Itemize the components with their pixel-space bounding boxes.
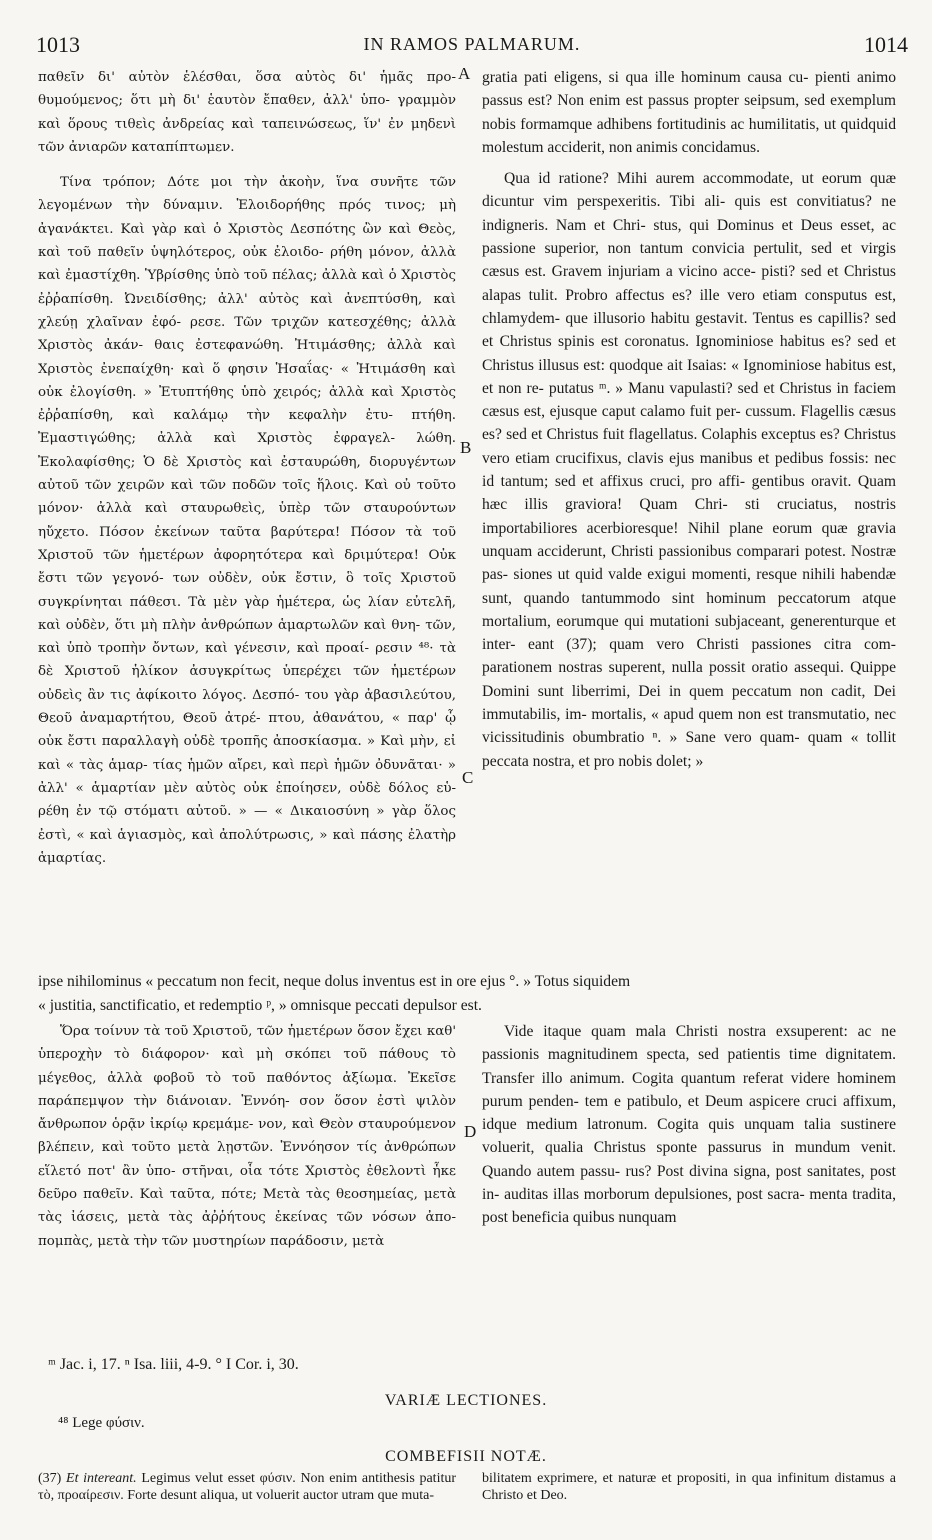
latin-column <box>482 66 896 773</box>
combefisii-note-left <box>38 1470 456 1504</box>
margin-marker-d: D <box>464 1122 477 1141</box>
combefisii-note-right <box>482 1470 896 1504</box>
scripture-footnotes: ᵐ Jac. i, 17. ⁿ Isa. liii, 4-9. ° I Cor. i, 30. <box>48 1356 299 1373</box>
combefisii-notae-heading: COMBEFISII NOTÆ. <box>385 1448 547 1465</box>
latin-column-lower <box>482 1020 896 1230</box>
margin-marker-b: B <box>460 438 472 457</box>
latin-paragraph-1: gratia pati eligens, si qua ille hominum causa cu- pienti animo passus est? Non enim est passus propter seipsum, sed exemplum nobis formamque adhibens fortitudinis ac humilitatis, ut quidquid molestum acciderit, non animis concidamus. <box>482 69 896 156</box>
variae-lectiones-heading: VARIÆ LECTIONES. <box>384 1392 548 1409</box>
greek-column <box>38 66 456 870</box>
latin-paragraph-2: Qua id ratione? Mihi aurem accommodate, ut eorum quæ dicuntur vim perspexeritis. Tibi ali- quis est convitiatus? ne indigneris. Nam et Chri- stus, qui Dominus et Deus esset, ac passione superior, non tantum convicia pertulit, sed et virgis cæsus est. Gravem injuriam a vicino acce- pisti? sed et Christus alapas tulit. Probro affectus es? ille vero etiam consputus est, chlamydem- que illusorio habitu gestavit. Tentus es capillis? sed et Christus spinis est coronatus. Ignominiose habitus es? sed et Christus illusus est: quodque ait Isaias: « Ignominiose habitus est, et non re- putatus ᵐ. » Manu vapulasti? sed et Christus in faciem cæsus est, ejusque caput calamo fuit per- cussum. Flagellis cæsus es? sed et Christus fuit flagellatus. Colaphis exceptus es? Christus vero etiam crucifixus, clavis ejus manibus et pedibus fossis: nec id tantum; sed et affixus cruci, pro affi- gentibus oravit. Quam hæc illis graviora! Quam Chri- sti cruciatus, nostris importabiliores acerbioresque! Nihil plane eorum quæ gravia unquam acciderunt, Christi passionibus comparari potest. Nostræ pas- siones ut quid valde exigui momenti, resque nihili habendæ sunt, quando tantummodo sint hominum peccatorum atque mortalium, eorumque qui mutationi subjaceant, generenturque et inter- eant (37); quam vero Christi passiones citra com- parationem nostras superent, nulla possit oratio assequi. Quippe Domini sunt liberrimi, Dei in quem peccatum non cadit, Dei immutabilis, im- mortalis, « apud quem non est transmutatio, nec vicissitudinis obumbratio ⁿ. » Sane vero quam- quam « tollit peccata nostra, et pro nobis dolet; » <box>482 170 896 770</box>
greek-paragraph-3: Ὅρα τοίνυν τὰ τοῦ Χριστοῦ, τῶν ἡμετέρων ὅσον ἔχει καθ' ὑπεροχὴν τὸ διάφορον· καὶ μὴ σκόπει τοῦ πάθους τὸ μέγεθος, ἀλλὰ φοβοῦ τὸ τοῦ παθόντος ἀξίωμα. Ἐκεῖσε παράπεμψον τὴν διάνοιαν. Ἐννόη- σον ὅσον ἐστὶ ψιλὸν ἄνθρωπον ὁρᾷν ἰκρίῳ κρεμάμε- νον, καὶ Θεὸν σταυρούμενον βλέπειν, καὶ τοῦτο μετὰ λῃστῶν. Ἐννόησον τίς ἀνθρώπων εἵλετό ποτ' ἂν ὑπο- στῆναι, οἷα τότε Χριστὸς ἐθελοντὶ ἧκε δεῦρο παθεῖν. Καὶ ταῦτα, πότε; Μετὰ τὰς θεοσημείας, μετὰ τὰς ἰάσεις, μετὰ τὰς ἀῤῥήτους ἐκείνας τῶν νόσων ἀπο- πομπὰς, μετὰ τὴν τῶν μυστηρίων παράδοσιν, μετὰ <box>38 1024 456 1249</box>
latin-paragraph-3: Vide itaque quam mala Christi nostra exsuperent: ac ne passionis magnitudinem specta, sed patientis time dignitatem. Transfer illo animum. Cogita quantum referat videre hominem purum penden- tem e patibulo, et Deum aspicere cruci affixum, idque medium latronum. Cogita quis unquam talia sustinere voluerit, qualia Christus sponte passurus in mundum venit. Quando autem passu- rus? Post divina signa, post sanitates, post in- auditas illas morborum depulsiones, post sacra- menta tradita, post beneficia quibus nunquam <box>482 1023 896 1227</box>
greek-paragraph-2: Τίνα τρόπον; Δότε μοι τὴν ἀκοὴν, ἵνα συνῆτε τῶν λεγομένων τὴν δύναμιν. Ἐλοιδορήθης πρός τινος; μὴ ἀγανάκτει. Καὶ γὰρ καὶ ὁ Χριστὸς Δεσπότης ὢν καὶ Θεὸς, καὶ τοῦ παθεῖν ὑψηλότερος, οὐκ ἐλοιδο- ρήθη μόνον, ἀλλὰ καὶ ἐμαστίχθη. Ὑβρίσθης ὑπὸ τοῦ πέλας; ἀλλὰ καὶ ὁ Χριστὸς ἐῤῥαπίσθη. Ὠνειδίσθης; ἀλλ' αὐτὸς καὶ ἀνεπτύσθη, καὶ χλεύῃ χλαῖναν ἐφό- ρεσε. Τῶν τριχῶν κατεσχέθης; ἀλλὰ Χριστὸς ἀκάν- θαις ἐστεφανώθη. Ἠτιμάσθης; ἀλλὰ καὶ Χριστὸς ἐνεπαίχθη· καὶ ὅ φησιν Ἡσαΐας· « Ἠτιμάσθη καὶ οὐκ ἐλογίσθη. » Ἐτυπτήθης ὑπὸ χειρός; ἀλλὰ καὶ Χριστὸς ἐῤῥαπίσθη, καὶ καλάμῳ τὴν κεφαλὴν ἐτυ- πτήθη. Ἐμαστιγώθης; ἀλλὰ καὶ Χριστὸς ἐφραγελ- λώθη. Ἐκολαφίσθης; Ὁ δὲ Χριστὸς καὶ ἐσταυρώθη, διορυγέντων αὐτοῦ τῶν χειρῶν καὶ τῶν ποδῶν τοῖς ἥλοις. Καὶ οὐ τοῦτο μόνον· ἀλλὰ καὶ σταυρωθεὶς, ὑπὲρ τῶν σταυρούντων ηὔχετο. Πόσον ἐκείνων ταῦτα βαρύτερα! Πόσον τὰ τοῦ Χριστοῦ τῶν ἡμετέρων ἀφορητότερα καὶ δριμύτερα! Οὐκ ἔστι τῶν γεγονό- των οὐδὲν, οὐκ ἔστιν, ὃ τοῖς Χριστοῦ συγκρίνηται πάθεσι. Τὰ μὲν γὰρ ἡμέτερα, ὡς λίαν εὐτελῆ, καὶ οὐδὲν, ὅτι μὴ πλὴν ἀνθρώπων ἁμαρτωλῶν καὶ θνη- τῶν, καὶ ὑπὸ τροπὴν ὄντων, καὶ γένεσιν, καὶ προαί- ρεσιν ⁴⁸· τὰ δὲ Χριστοῦ ἡλίκον ἀσυγκρίτως ὑπερέχει τῶν ἡμετέρων οὐδεὶς ἂν τις ἀφίκοιτο λόγος. Δεσπό- του γὰρ ἀβασιλεύτου, Θεοῦ ἀναμαρτήτου, Θεοῦ ἀτρέ- πτου, ἀθανάτου, « παρ' ᾧ οὐκ ἔστι παραλλαγὴ οὐδὲ τροπῆς ἀποσκίασμα. » Καὶ μὴν, εἰ καὶ « τὰς ἁμαρ- τίας ἡμῶν αἴρει, καὶ περὶ ἡμῶν ὀδυνᾶται· » ἀλλ' « ἁμαρτίαν μὲν αὐτὸς οὐκ ἐποίησεν, οὐδὲ δόλος εὑ- ρέθη ἐν τῷ στόματι αὐτοῦ. » — « Δικαιοσύνη » γὰρ ὅλος ἐστὶ, « καὶ ἁγιασμὸς, καὶ ἀπολύτρωσις, » καὶ πάσης ἐλατὴρ ἁμαρτίας. <box>38 175 456 866</box>
margin-marker-c: C <box>462 768 474 787</box>
note-text-right: bilitatem exprimere, et naturæ et propositi, in qua infinitum distamus a Christo et Deo. <box>482 1471 896 1503</box>
page-number-right: 1014 <box>864 32 908 57</box>
note-lemma: Et intereant. <box>66 1471 137 1486</box>
variae-lectiones-note: ⁴⁸ Lege φύσιν. <box>58 1415 145 1431</box>
greek-column-lower <box>38 1020 456 1253</box>
margin-marker-a: A <box>458 64 471 83</box>
note-text-left: Legimus velut esset φύσιν. Non enim antithesis patitur τὸ, προαίρεσιν. Forte desunt aliqua, ut voluerit auctor utram que muta- <box>38 1471 457 1503</box>
page-number-left: 1013 <box>36 32 80 57</box>
greek-paragraph-1: παθεῖν δι' αὐτὸν ἑλέσθαι, ὅσα αὐτὸς δι' ἡμᾶς προ- θυμούμενος; ὅτι μὴ δι' ἑαυτὸν ἔπαθεν, ἀλλ' ὑπο- γραμμὸν καὶ ὅρους τιθεὶς ἀνδρείας καὶ ταπεινώσεως, ἵν' ἐν μηδενὶ τῶν ἀνιαρῶν καταπίπτωμεν. <box>38 70 456 155</box>
full-width-line-1: ipse nihilominus « peccatum non fecit, neque dolus inventus est in ore ejus °. » Totus siquidem <box>38 973 631 990</box>
page-header <box>36 32 908 58</box>
note-number: (37) <box>38 1471 62 1486</box>
running-title: IN RAMOS PALMARUM. <box>363 34 581 54</box>
full-width-line-2: « justitia, sanctificatio, et redemptio ᵖ, » omnisque peccati depulsor est. <box>38 997 482 1014</box>
